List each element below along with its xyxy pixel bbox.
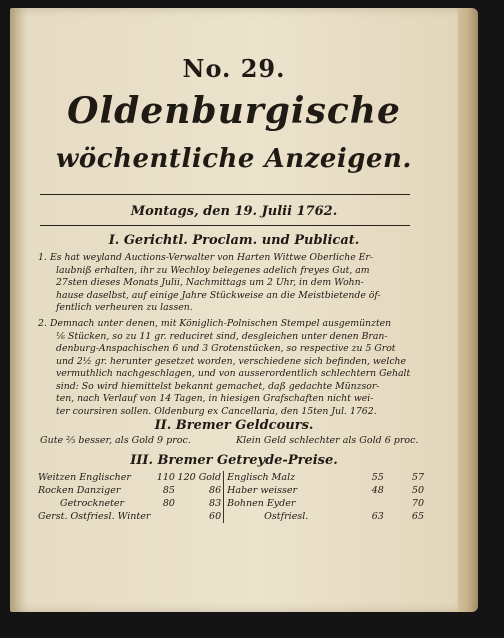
item-line: ⅙ Stücken, so zu 11 gr. reduciret sind, desgleichen unter denen Bran- <box>56 330 388 342</box>
item-line: und 2½ gr. herunter gesetzet worden, verschiedene sich befinden, welche <box>56 355 407 367</box>
item-line: denburg-Anspachischen 6 und 3 Grotenstücken, so respective zu 5 Grot <box>56 343 396 354</box>
item-line: Demnach unter denen, mit Königlich-Polnischen Stempel ausgemünzten <box>50 318 392 329</box>
price-high: 70 <box>411 498 424 509</box>
item-line: Es hat weyland Auctions-Verwalter von Harten Wittwe Oberliche Er- <box>50 252 374 263</box>
price-high: 57 <box>411 472 424 483</box>
table-row <box>38 484 424 497</box>
masthead-subtitle: wöchentliche Anzeigen. <box>56 144 412 174</box>
grain-name: Weitzen Englischer <box>38 472 131 483</box>
price-high: 65 <box>411 511 424 522</box>
table-row <box>38 497 424 510</box>
masthead-title: Oldenburgische <box>67 90 401 132</box>
price-low: 85 <box>162 485 175 496</box>
price-low: 63 <box>371 511 384 522</box>
price-low: 55 <box>371 472 384 483</box>
price-high: 50 <box>411 485 424 496</box>
item-line: hause daselbst, auf einige Jahre Stückweise an die Meistbietende öf- <box>56 289 381 301</box>
issue-number: No. 29. <box>182 54 286 83</box>
item-line: vermuthlich nachgeschlagen, und von ausserordentlich schlechtern Gehalt <box>56 368 411 379</box>
price-high: 83 <box>209 498 222 509</box>
price-low: 80 <box>162 498 175 509</box>
price-low <box>151 510 175 523</box>
rate-right: Klein Geld schlechter als Gold 6 proc. <box>236 435 419 446</box>
grain-name: Gerst. Ostfriesl. Winter <box>38 511 151 522</box>
issue-date: Montags, den 19. Julii 1762. <box>130 204 338 219</box>
item-line: ter coursiren sollen. Oldenburg ex Cancellaria, den 15ten Jul. 1762. <box>56 405 377 417</box>
grain-name: Ostfriesl. <box>224 510 324 523</box>
grain-name: Englisch Malz <box>224 471 324 484</box>
item-number: 2. <box>38 318 47 329</box>
item-line: fentlich verheuren zu lassen. <box>56 302 193 313</box>
price-high: 120 Gold <box>177 472 222 483</box>
rate-left: Gute ⅔ besser, als Gold 9 proc. <box>40 435 191 446</box>
grain-price-table <box>38 471 424 523</box>
price-low: 48 <box>371 485 384 496</box>
item-number: 1. <box>38 252 47 263</box>
section1-title: I. Gerichtl. Proclam. und Publicat. <box>108 233 360 248</box>
price-low: 110 <box>156 472 175 483</box>
price-low <box>324 497 384 510</box>
rule-under-date <box>40 225 410 226</box>
grain-name: Rocken Danziger <box>38 485 121 496</box>
document-page <box>10 8 458 612</box>
table-row <box>38 471 424 484</box>
item-line: 27sten dieses Monats Julii, Nachmittags um 2 Uhr, in dem Wohn- <box>56 277 364 288</box>
table-row <box>38 510 424 523</box>
price-high: 60 <box>209 511 222 522</box>
item-line: ten, nach Verlauf von 14 Tagen, in hiesigen Grafschaften nicht wei- <box>56 393 374 404</box>
section3-title: III. Bremer Getreyde-Preise. <box>130 453 338 468</box>
item-line: laubniß erhalten, ihr zu Wechloy belegenes adelich freyes Gut, am <box>56 264 370 276</box>
price-high: 86 <box>209 485 222 496</box>
grain-name: Haber weisser <box>224 484 324 497</box>
grain-name: Bohnen Eyder <box>224 497 324 510</box>
section2-title: II. Bremer Geldcours. <box>154 418 314 433</box>
item-line: sind: So wird hiemittelst bekannt gemachet, daß gedachte Münzsor- <box>56 380 380 392</box>
rule-top <box>40 194 410 195</box>
grain-name: Getrockneter <box>60 498 125 509</box>
